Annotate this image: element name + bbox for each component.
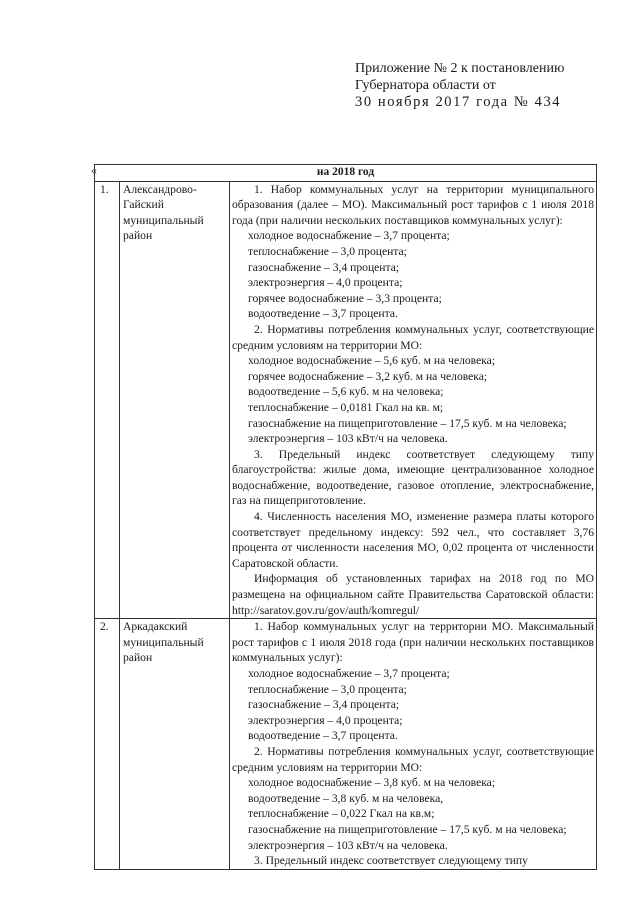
paragraph-services: 1. Набор коммунальных услуг на территории муниципального образования (далее – МО). Максимальный рост тарифов с 1 июля 2018 года (при наличии нескольких поставщиков коммунальных услуг): [232, 182, 595, 227]
paragraph-services: 1. Набор коммунальных услуг на территории МО. Максимальный рост тарифов с 1 июля 2018 года (при наличии нескольких поставщиков коммунальных услуг): [232, 620, 595, 665]
list-item: холодное водоснабжение – 5,6 куб. м на человека; [248, 354, 496, 368]
list-item: водоотведение – 5,6 куб. м на человека; [248, 385, 444, 399]
opening-quote: « [91, 163, 97, 177]
list-item: горячее водоснабжение – 3,3 процента; [248, 291, 442, 305]
header-line-3: 30 ноября 2017 года № 434 [355, 94, 562, 110]
document-header [355, 60, 564, 111]
list-item: газоснабжение на пищеприготовление – 17,5 куб. м на человека; [248, 416, 567, 430]
list-item: водоотведение – 3,8 куб. м на человека, [248, 791, 444, 805]
paragraph-population: 4. Численность населения МО, изменение размера платы которого соответствует предельному индексу: 592 чел., что составляет 3,76 процента от численности населения МО, 0,02 процента от численности Саратовской области. [232, 510, 595, 570]
row-index: 1. [95, 181, 120, 619]
year-heading: на 2018 год [95, 165, 597, 182]
list-item: электроэнергия – 4,0 процента; [248, 713, 403, 727]
list-item: теплоснабжение – 0,022 Гкал на кв.м; [248, 807, 435, 821]
table-row [95, 619, 597, 870]
list-item: холодное водоснабжение – 3,7 процента; [248, 229, 450, 243]
list-item: электроэнергия – 4,0 процента; [248, 276, 403, 290]
list-item: электроэнергия – 103 кВт/ч на человека. [248, 432, 448, 446]
list-item: водоотведение – 3,7 процента. [248, 729, 398, 743]
list-item: водоотведение – 3,7 процента. [248, 307, 398, 321]
paragraph-index-type: 3. Предельный индекс соответствует следующему типу благоустройства: жилые дома, имеющие централизованное холодное водоснабжение, водоотведение, газовое отопление, электроснабжение, газ на пищеприготовление. [232, 447, 595, 508]
list-item: теплоснабжение – 3,0 процента; [248, 682, 407, 696]
list-item: холодное водоснабжение – 3,7 процента; [248, 667, 450, 680]
list-item: теплоснабжение – 3,0 процента; [248, 244, 407, 258]
district-name: Александрово-Гайский муниципальный район [120, 181, 230, 619]
district-name: Аркадакский муниципальный район [120, 619, 230, 870]
year-heading-row [95, 165, 597, 182]
list-item: теплоснабжение – 0,0181 Гкал на кв. м; [248, 400, 444, 414]
tariff-table [94, 164, 597, 870]
paragraph-tariff-info: Информация об установленных тарифах на 2018 год по МО размещена на официальном сайте Правительства Саратовской области: http://saratov.gov.ru/gov/auth/komregul/ [232, 572, 595, 617]
paragraph-index-type: 3. Предельный индекс соответствует следующему типу [254, 854, 528, 868]
list-item: холодное водоснабжение – 3,8 куб. м на человека; [248, 776, 496, 790]
list-item: горячее водоснабжение – 3,2 куб. м на человека; [248, 369, 488, 383]
row-index: 2. [95, 619, 120, 870]
list-item: газоснабжение – 3,4 процента; [248, 260, 400, 274]
header-line-1: Приложение № 2 к постановлению [355, 61, 565, 76]
list-item: электроэнергия – 103 кВт/ч на человека. [248, 838, 448, 852]
paragraph-norms: 2. Нормативы потребления коммунальных услуг, соответствующие средним условиям на территории МО: [232, 744, 595, 774]
district-details [230, 619, 597, 870]
district-details [230, 181, 597, 619]
paragraph-norms: 2. Нормативы потребления коммунальных услуг, соответствующие средним условиям на территории МО: [232, 322, 595, 352]
table-row [95, 181, 597, 619]
list-item: газоснабжение на пищеприготовление – 17,5 куб. м на человека; [248, 822, 567, 836]
list-item: газоснабжение – 3,4 процента; [248, 698, 400, 712]
header-line-2: Губернатора области от [355, 78, 496, 93]
